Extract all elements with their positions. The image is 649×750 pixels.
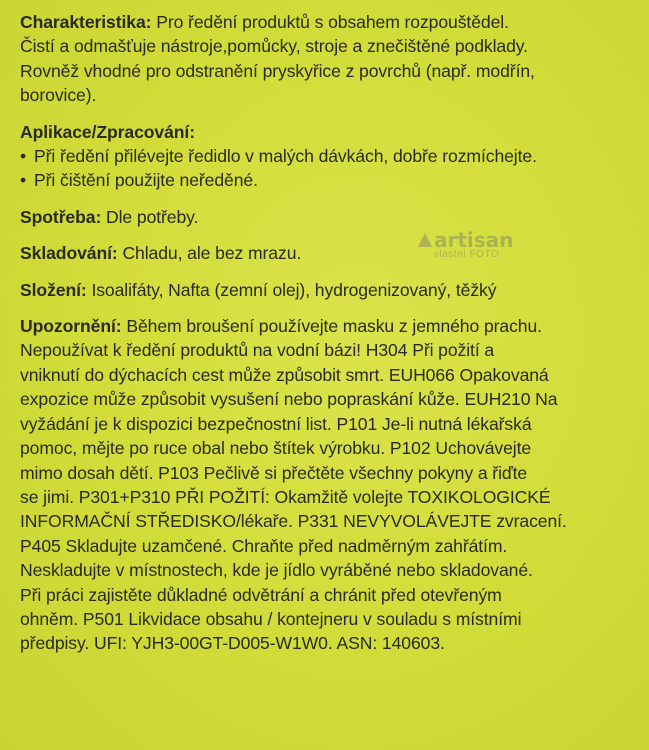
composition-line — [20, 278, 635, 302]
bullet-icon: • — [20, 170, 27, 191]
warning-line: se jimi. P301+P310 PŘI POŽITÍ: Okamžitě volejte TOXIKOLOGICKÉ — [20, 486, 551, 507]
composition-text: Isoalifáty, Nafta (zemní olej), hydrogenizovaný, těžký — [86, 279, 497, 300]
warning-line-1 — [20, 314, 635, 338]
characteristics-text: Pro ředění produktů s obsahem rozpouštědel. — [151, 12, 509, 32]
characteristics-heading: Charakteristika: — [20, 12, 152, 32]
warning-heading: Upozornění: — [20, 316, 122, 337]
characteristics-section — [20, 10, 635, 108]
composition-heading: Složení: — [20, 279, 87, 300]
warning-section — [20, 314, 635, 656]
composition-section — [20, 278, 635, 302]
consumption-text: Dle potřeby. — [101, 206, 199, 227]
application-item — [20, 144, 635, 168]
warning-line: předpisy. UFI: YJH3-00GT-D005-W1W0. ASN: 140603. — [20, 633, 445, 654]
storage-line — [20, 241, 635, 265]
bullet-icon: • — [20, 146, 27, 167]
warning-line: INFORMAČNÍ STŘEDISKO/lékaře. P331 NEVYVOLÁVEJTE zvracení. — [20, 511, 567, 532]
characteristics-line-3: Rovněž vhodné pro odstranění pryskyřice z povrchů (např. modřín, — [20, 60, 535, 81]
warning-line: Při práci zajistěte důkladné odvětrání a chránit před otevřeným — [20, 584, 502, 605]
product-label-text — [20, 10, 635, 668]
warning-line: pomoc, mějte po ruce obal nebo štítek výrobku. P102 Uchovávejte — [20, 438, 532, 459]
application-list — [20, 144, 635, 193]
warning-line: Nepoužívat k ředění produktů na vodní bázi! H304 Při požití a — [20, 340, 495, 361]
characteristics-line-1 — [20, 10, 635, 34]
warning-line: P405 Skladujte uzamčené. Chraňte před nadměrným zahřátím. — [20, 535, 508, 556]
application-item-text: Při ředění přilévejte ředidlo v malých dávkách, dobře rozmíchejte. — [34, 146, 537, 167]
storage-text: Chladu, ale bez mrazu. — [117, 243, 302, 264]
warning-text: Během broušení používejte masku z jemného prachu. — [121, 316, 542, 337]
characteristics-line-4: borovice). — [20, 85, 97, 106]
warning-line: mimo dosah dětí. P103 Pečlivě si přečtěte všechny pokyny a řiďte — [20, 462, 528, 483]
warning-line: vyžádání je k dispozici bezpečnostní list. P101 Je-li nutná lékařská — [20, 413, 532, 434]
watermark-subtitle: vlastní FOTO — [434, 249, 500, 260]
consumption-section — [20, 205, 635, 229]
application-item — [20, 168, 635, 192]
consumption-heading: Spotřeba: — [20, 206, 102, 227]
storage-heading: Skladování: — [20, 243, 118, 264]
application-section — [20, 120, 635, 193]
warning-line: Neskladujte v místnostech, kde je jídlo vyráběné nebo skladované. — [20, 560, 533, 581]
watermark-brand-text: artisan — [434, 228, 514, 252]
application-heading: Aplikace/Zpracování: — [20, 121, 195, 142]
characteristics-line-2: Čistí a odmašťuje nástroje,pomůcky, stroje a znečištěné podklady. — [20, 36, 528, 57]
application-item-text: Při čištění použijte neředěné. — [34, 170, 258, 191]
warning-line: expozice může způsobit vysušení nebo popraskání kůže. EUH210 Na — [20, 389, 558, 410]
warning-line: vniknutí do dýchacích cest může způsobit smrt. EUH066 Opakovaná — [20, 364, 549, 385]
consumption-line — [20, 205, 635, 229]
storage-section — [20, 241, 635, 265]
warning-line: ohněm. P501 Likvidace obsahu / kontejneru v souladu s místními — [20, 608, 522, 629]
